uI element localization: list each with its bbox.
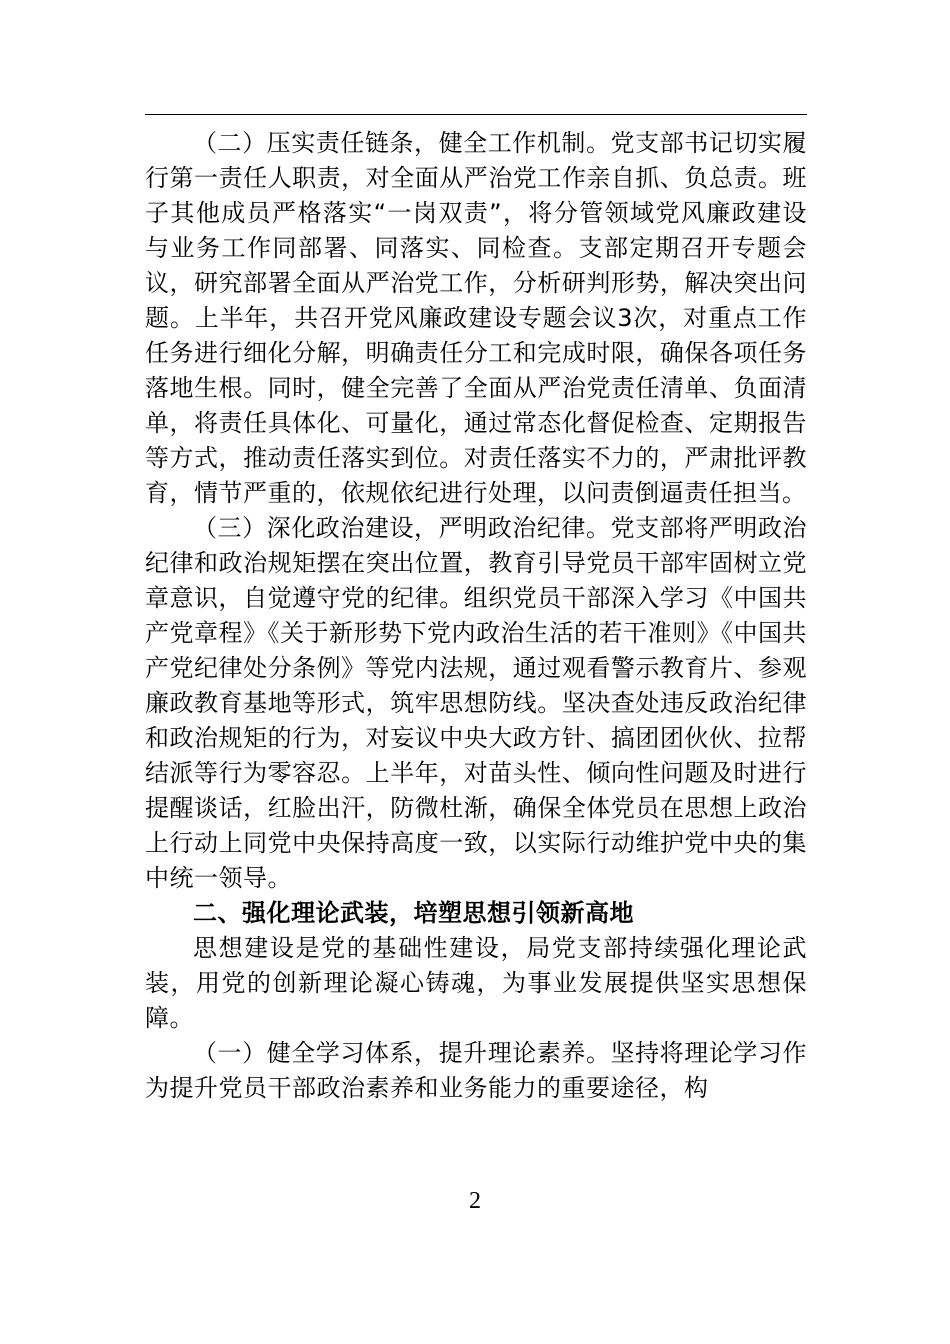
document-body — [145, 126, 807, 1106]
paragraph-political-discipline: （三）深化政治建设，严明政治纪律。党支部将严明政治纪律和政治规矩摆在突出位置，教育引导党员干部牢固树立党章意识，自觉遵守党的纪律。组织党员干部深入学习《中国共产党章程》《关于新形势下党内政治生活的若干准则》《中国共产党纪律处分条例》等党内法规，通过观看警示教育片、参观廉政教育基地等形式，筑牢思想防线。坚决查处违反政治纪律和政治规矩的行为，对妄议中央大政方针、搞团团伙伙、拉帮结派等行为零容忍。上半年，对苗头性、倾向性问题及时进行提醒谈话，红脸出汗，防微杜渐，确保全体党员在思想上政治上行动上同党中央保持高度一致，以实际行动维护党中央的集中统一领导。 — [145, 514, 807, 892]
page-number: 2 — [469, 1188, 481, 1214]
paragraph-ideological-building: 思想建设是党的基础性建设，局党支部持续强化理论武装，用党的创新理论凝心铸魂，为事业发展提供坚实思想保障。 — [145, 934, 807, 1032]
section-heading-theory: 二、强化理论武装，培塑思想引领新高地 — [193, 899, 634, 927]
paragraph-learning-system: （一）健全学习体系，提升理论素养。坚持将理论学习作为提升党员干部政治素养和业务能力的重要途径，构 — [145, 1039, 807, 1102]
paragraph-responsibility-chain: （二）压实责任链条，健全工作机制。党支部书记切实履行第一责任人职责，对全面从严治党工作亲自抓、负总责。班子其他成员严格落实“一岗双责”，将分管领域党风廉政建设与业务工作同部署、同落实、同检查。支部定期召开专题会议，研究部署全面从严治党工作，分析研判形势，解决突出问题。上半年，共召开党风廉政建设专题会议3次，对重点工作任务进行细化分解，明确责任分工和完成时限，确保各项任务落地生根。同时，健全完善了全面从严治党责任清单、负面清单，将责任具体化、可量化，通过常态化督促检查、定期报告等方式，推动责任落实到位。对责任落实不力的，严肃批评教育，情节严重的，依规依纪进行处理，以问责倒逼责任担当。 — [145, 129, 807, 507]
header-rule — [145, 114, 807, 115]
